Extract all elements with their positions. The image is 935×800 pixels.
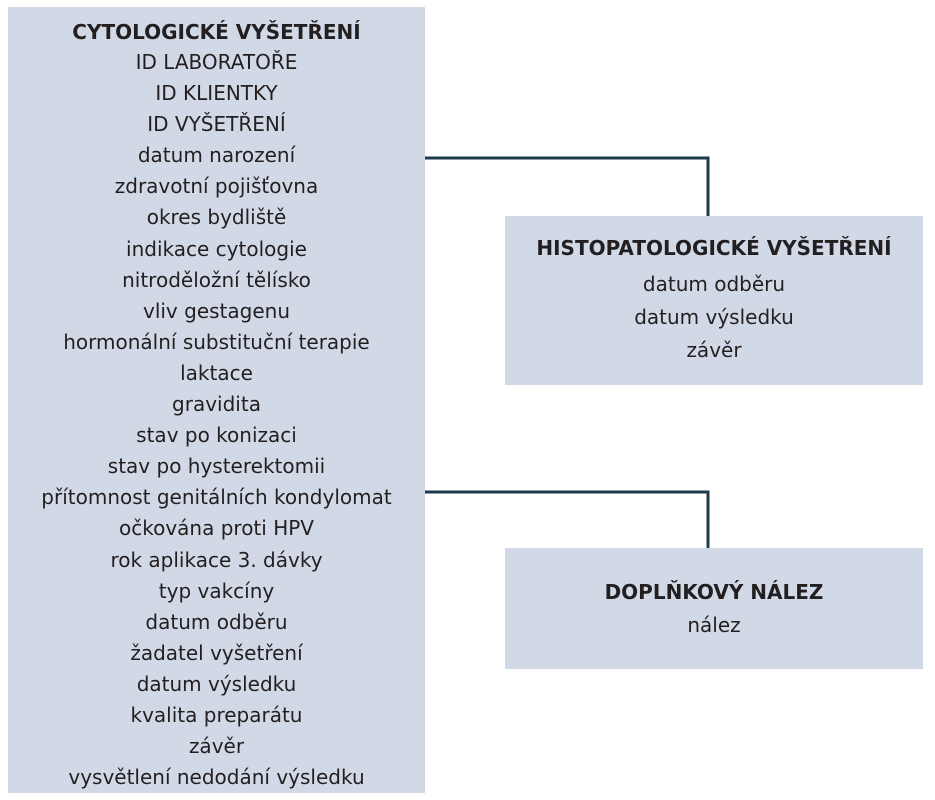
cytology-field: vysvětlení nedodání výsledku	[68, 765, 365, 790]
cytology-field: datum narození	[137, 143, 296, 168]
cytology-field: laktace	[180, 360, 253, 385]
cytology-field: očkována proti HPV	[119, 516, 314, 541]
cytology-field: rok aplikace 3. dávky	[110, 547, 323, 572]
cytology-field-list	[8, 47, 425, 793]
cytology-field: typ vakcíny	[158, 578, 275, 603]
cytology-field: datum výsledku	[136, 671, 297, 696]
histopathology-box	[505, 216, 923, 385]
histopathology-field: datum odběru	[642, 272, 786, 296]
additional-finding-title: DOPLŇKOVÝ NÁLEZ	[604, 580, 824, 604]
cytology-title: CYTOLOGICKÉ VYŠETŘENÍ	[72, 20, 361, 44]
cytology-field: gravidita	[172, 392, 261, 417]
cytology-field: stav po hysterektomii	[107, 454, 326, 479]
histopathology-field-list	[505, 268, 923, 367]
connector-cytology-histopathology	[425, 158, 708, 216]
cytology-field: vliv gestagenu	[142, 298, 290, 323]
cytology-field: ID KLIENTKY	[155, 81, 278, 106]
cytology-field: ID LABORATOŘE	[135, 50, 298, 74]
cytology-field: hormonální substituční terapie	[63, 329, 370, 354]
cytology-field: stav po konizaci	[136, 423, 297, 448]
cytology-field: zdravotní pojišťovna	[114, 174, 319, 199]
cytology-field: datum odběru	[145, 609, 288, 634]
cytology-box	[8, 7, 425, 793]
cytology-field: žadatel vyšetření	[130, 640, 303, 665]
additional-finding-box	[505, 548, 923, 669]
cytology-field: nitroděložní tělísko	[122, 267, 311, 292]
additional-finding-field-list	[505, 610, 923, 640]
cytology-field: okres bydliště	[146, 205, 287, 230]
cytology-field: ID VYŠETŘENÍ	[147, 112, 286, 137]
connector-cytology-additional-finding	[425, 492, 708, 548]
histopathology-field: datum výsledku	[634, 305, 794, 329]
cytology-field: závěr	[188, 734, 245, 759]
cytology-field: kvalita preparátu	[130, 702, 303, 727]
histopathology-title: HISTOPATOLOGICKÉ VYŠETŘENÍ	[536, 236, 892, 260]
additional-finding-field: nález	[687, 613, 741, 637]
cytology-field: přítomnost genitálních kondylomat	[41, 485, 392, 510]
histopathology-field: závěr	[686, 338, 742, 362]
cytology-field: indikace cytologie	[126, 236, 307, 261]
